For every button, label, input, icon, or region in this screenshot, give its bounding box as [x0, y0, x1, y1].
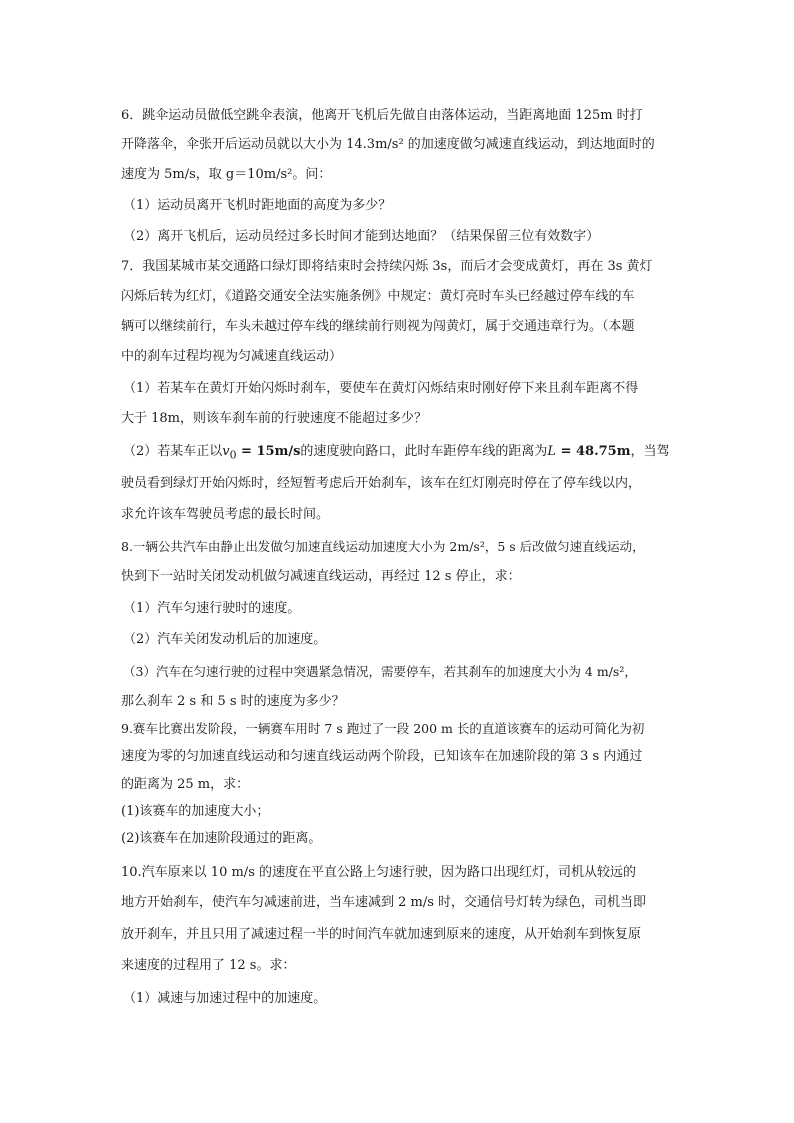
q8-sub-3: （3）汽车在匀速行驶的过程中突遇紧急情况，需要停车，若其刹车的加速度大小为 4 m/s²， — [123, 664, 637, 679]
q7-sub2-line-3: 求允许该车驾驶员考虑的最长时间。 — [121, 507, 330, 522]
q7-sub1-line-2: 大于 18m，则该车刹车前的行驶速度不能超过多少？ — [121, 411, 428, 426]
q7-line-2: 闪烁后转为红灯，《道路交通安全法实施条例》中规定：黄灯亮时车头已经越过停车线的车 — [121, 289, 635, 304]
q8-sub-2: （2）汽车关闭发动机后的加速度。 — [123, 632, 327, 647]
q6-line-2: 开降落伞，伞张开后运动员就以大小为 14.3m/s² 的加速度做匀减速直线运动，到达地面时的 — [121, 137, 655, 152]
q8-line-2: 快到下一站时关闭发动机做匀减速直线运动，再经过 12 s 停止，求： — [121, 569, 521, 584]
q7-sub2-line-2: 驶员看到绿灯开始闪烁时，经短暂考虑后开始刹车，该车在红灯刚亮时停在了停车线以内， — [121, 476, 642, 491]
q9-line-3: 的距离为 25 m，求： — [121, 777, 250, 792]
q10-line-2: 地方开始刹车，使汽车匀减速前进，当车速减到 2 m/s 时，交通信号灯转为绿色，司机当即 — [121, 895, 647, 910]
q9-line-2: 速度为零的匀加速直线运动和匀速直线运动两个阶段，已知该车在加速阶段的第 3 s 内通过 — [121, 749, 643, 764]
q6-line-3: 速度为 5m/s，取 g＝10m/s²。问： — [121, 167, 332, 182]
q7-sub1-line-1: （1）若某车在黄灯开始闪烁时刹车，要使车在黄灯闪烁结束时刚好停下来且刹车距离不得 — [123, 381, 639, 396]
q7-sub2-end: ，当驾 — [630, 444, 670, 459]
q7-l-value: = 48.75m — [556, 444, 631, 459]
q9-sub-1: (1)该赛车的加速度大小； — [121, 804, 270, 819]
q6-sub-2: （2）离开飞机后，运动员经过多长时间才能到达地面？（结果保留三位有效数字） — [123, 229, 600, 244]
q8-sub-1: （1）汽车匀速行驶时的速度。 — [123, 601, 301, 616]
q7-v0-symbol: v — [222, 444, 230, 459]
q6-sub-1: （1）运动员离开飞机时距地面的高度为多少？ — [123, 198, 392, 213]
q9-sub-2: (2)该赛车在加速阶段通过的距离。 — [121, 831, 322, 846]
q7-line-1: 7．我国某城市某交通路口绿灯即将结束时会持续闪烁 3s，而后才会变成黄灯，再在 3s 黄灯 — [121, 259, 653, 274]
q7-sub2-mid: 的速度驶向路口，此时车距停车线的距离为 — [300, 444, 548, 459]
q10-line-4: 来速度的过程用了 12 s。求： — [121, 958, 296, 973]
q7-sub2-prefix: （2）若某车正以 — [123, 444, 223, 459]
q7-sub2-line-1 — [123, 443, 669, 465]
q6-line-1: 6．跳伞运动员做低空跳伞表演，他离开飞机后先做自由落体运动，当距离地面 125m 时打 — [121, 108, 643, 123]
q10-line-3: 放开刹车，并且只用了减速过程一半的时间汽车就加速到原来的速度，从开始刹车到恢复原 — [121, 927, 642, 942]
q10-line-1: 10.汽车原来以 10 m/s 的速度在平直公路上匀速行驶，因为路口出现红灯，司机从较远的 — [121, 865, 636, 880]
q7-v0-subscript: 0 — [229, 448, 237, 462]
q7-v0-value: = 15m/s — [236, 444, 301, 459]
q7-l-symbol: L — [547, 444, 557, 459]
q7-line-4: 中的刹车过程均视为匀减速直线运动） — [121, 349, 343, 364]
q10-sub-1: （1）减速与加速过程中的加速度。 — [123, 991, 327, 1006]
q9-line-1: 9.赛车比赛出发阶段，一辆赛车用时 7 s 跑过了一段 200 m 长的直道该赛车的运动可简化为初 — [121, 721, 645, 736]
q8-line-1: 8.一辆公共汽车由静止出发做匀加速直线运动加速度大小为 2m/s²，5 s 后改做匀速直线运动， — [121, 539, 645, 554]
q7-line-3: 辆可以继续前行，车头未越过停车线的继续前行则视为闯黄灯，属于交通违章行为。（本题 — [121, 319, 635, 334]
q8-sub-3-cont: 那么刹车 2 s 和 5 s 时的速度为多少？ — [121, 694, 345, 709]
